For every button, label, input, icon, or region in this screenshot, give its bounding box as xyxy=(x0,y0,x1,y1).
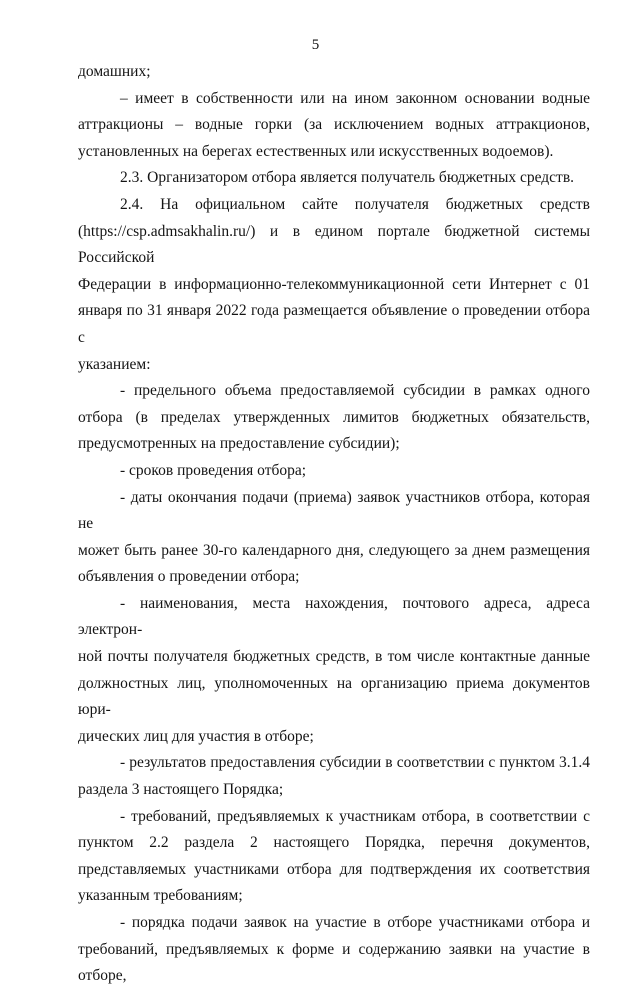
paragraph xyxy=(78,804,590,910)
paragraph xyxy=(78,750,590,803)
text-line: может быть ранее 30-го календарного дня, следующего за днем размещения xyxy=(78,541,590,559)
text-line: - даты окончания подачи (приема) заявок участников отбора, которая не xyxy=(78,488,590,533)
text-line: - предельного объема предоставляемой субсидии в рамках одного xyxy=(120,382,590,400)
text-line: (https://csp.admsakhalin.ru/) и в едином портале бюджетной системы Российской xyxy=(78,222,590,267)
paragraph xyxy=(78,165,590,192)
text-line: раздела 3 настоящего Порядка; xyxy=(78,781,284,799)
text-line: 2.4. На официальном сайте получателя бюджетных средств xyxy=(120,195,590,213)
page-number: 5 xyxy=(311,37,320,53)
text-line: представляемых участниками отбора для подтверждения их соответствия xyxy=(78,860,590,878)
text-line: 2.3. Организатором отбора является получатель бюджетных средств. xyxy=(120,169,575,187)
text-line: аттракционы – водные горки (за исключением водных аттракционов, xyxy=(78,116,590,134)
paragraph xyxy=(78,485,590,591)
text-line: указанием: xyxy=(78,355,151,373)
text-line: установленных на берегах естественных или искусственных водоемов). xyxy=(78,142,554,160)
text-line: - результатов предоставления субсидии в соответствии с пунктом 3.1.4 xyxy=(120,754,590,772)
paragraph xyxy=(78,591,590,751)
text-line: января по 31 января 2022 года размещается объявление о проведении отбора с xyxy=(78,302,590,346)
text-line: указанным требованиям; xyxy=(78,887,243,905)
paragraph xyxy=(78,458,590,485)
text-line: дических лиц для участия в отборе; xyxy=(78,727,314,745)
text-line: должностных лиц, уполномоченных на организацию приема документов юри- xyxy=(78,674,590,719)
text-line: ной почты получателя бюджетных средств, в том числе контактные данные xyxy=(78,648,590,666)
document-body xyxy=(78,59,590,990)
text-line: домашних; xyxy=(78,63,151,80)
text-line: объявления о проведении отбора; xyxy=(78,568,300,586)
text-line: пунктом 2.2 раздела 2 настоящего Порядка, перечня документов, xyxy=(78,834,590,852)
paragraph xyxy=(78,910,590,990)
text-line: - наименования, места нахождения, почтового адреса, адреса электрон- xyxy=(78,594,590,639)
text-line: - сроков проведения отбора; xyxy=(120,461,307,479)
text-line: - порядка подачи заявок на участие в отборе участниками отбора и xyxy=(120,914,590,931)
paragraph xyxy=(78,59,590,86)
text-line: требований, предъявляемых к форме и содержанию заявки на участие в отборе, xyxy=(78,940,590,985)
text-line: предусмотренных на предоставление субсидии); xyxy=(78,435,400,453)
text-line: – имеет в собственности или на ином законном основании водные xyxy=(120,89,590,107)
text-line: Федерации в информационно-телекоммуникационной сети Интернет с 01 xyxy=(78,275,590,293)
text-line: отбора (в пределах утвержденных лимитов бюджетных обязательств, xyxy=(78,408,590,426)
paragraph xyxy=(78,192,590,378)
paragraph xyxy=(78,86,590,166)
paragraph xyxy=(78,378,590,458)
text-line: - требований, предъявляемых к участникам отбора, в соответствии с xyxy=(120,807,590,825)
